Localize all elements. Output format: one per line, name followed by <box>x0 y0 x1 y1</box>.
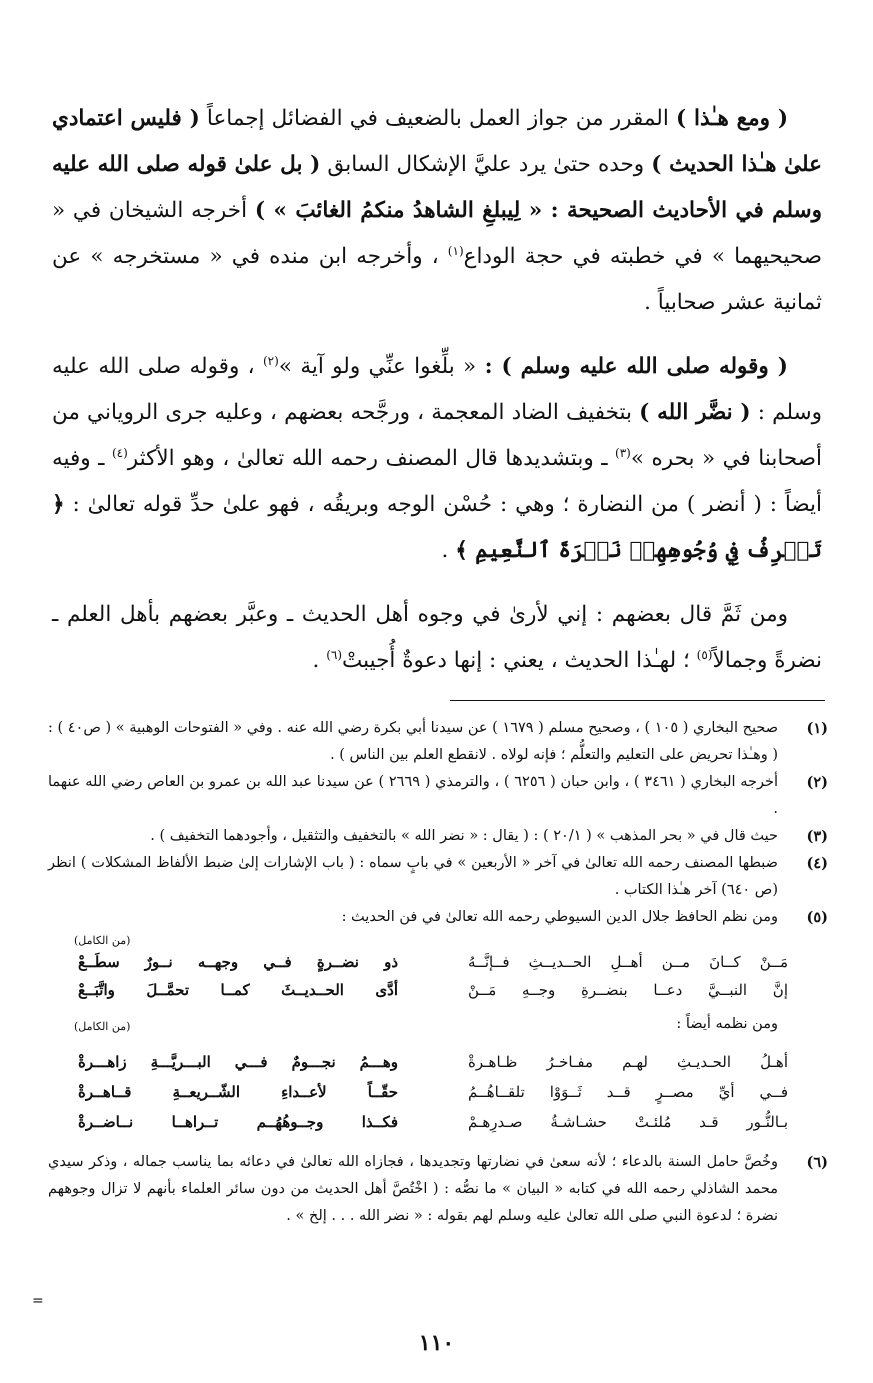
bold-phrase: ( ومع هـٰذا ) <box>676 106 788 131</box>
text-run: « بلِّغوا عنِّي ولو آية » <box>278 354 485 379</box>
footnote-ref-4[interactable]: (٤) <box>111 445 128 460</box>
footnote-ref-1[interactable]: (١) <box>447 243 464 258</box>
footnote-text: حيث قال في « بحر المذهب » ( ٢٠/١ ) : ( يقال : « نضر الله » بالتخفيف والتثقيل ، وأجودهما التخفيف ) . <box>150 828 778 844</box>
footnote-1 <box>48 715 828 769</box>
verse-hemistich: حقّــاً لأعــداءِ الشّــريعــةِ قــاهــرةْ <box>78 1083 398 1101</box>
bold-phrase: ( بل علىٰ قوله صلى الله عليه وسلم في الأحاديث الصحيحة : « لِيبلغِ الشاهدُ منكمُ الغائبَ » ) <box>52 152 822 223</box>
text-run: . <box>312 648 327 673</box>
poem-intro: ومن نظمه أيضاً : <box>676 1016 778 1032</box>
main-text <box>52 96 822 702</box>
text-run: ؛ لهـٰذا الحديث ، يعني : إنها دعوةٌ أُجيبتْ <box>342 648 697 673</box>
footnote-3 <box>48 823 828 850</box>
footnote-text: ضبطها المصنف رحمه الله تعالىٰ في آخر « الأربعين » في بابٍ سماه : ( باب الإشارات إلىٰ ضبط الألفاظ المشكلات ) انظر (ص ٦٤٠) آخر هـٰذا الكتاب . <box>48 855 778 898</box>
text-run: ـ وفيه أيضاً : ( أنضر ) من النضارة ؛ وهي : حُسْن الوجه وبريقُه ، فهو علىٰ حدِّ قوله تعالىٰ : <box>52 446 822 517</box>
footnotes <box>48 715 828 1230</box>
text-run: ومن ثَمَّ قال بعضهم : إني لأرىٰ في وجوه أهل الحديث ـ وعبَّر بعضهم بأهل العلم ـ نضرةً وجمالاً <box>52 602 822 673</box>
meter-label: (من الكامل) <box>74 934 131 947</box>
verse-hemistich: ذو نضــرةٍ فــي وجهــه نــورٌ سطَــعْ <box>78 953 398 971</box>
footnote-number: (٤) <box>806 855 828 872</box>
verse-hemistich: فــي أيِّ مصــرٍ قــد ثَــوَوْا تلقــاهُــمُ <box>468 1083 788 1101</box>
text-run: ، وأخرجه ابن منده في « مستخرجه » عن ثمانية عشر صحابياً . <box>52 244 822 315</box>
bold-phrase: ( فليس اعتمادي علىٰ هـٰذا الحديث ) <box>52 106 823 177</box>
paragraph-2 <box>52 344 822 574</box>
footnote-text: أخرجه البخاري ( ٣٤٦١ ) ، وابن حبان ( ٦٢٥٦ ) ، والترمذي ( ٢٦٦٩ ) عن سيدنا عبد الله بن عمرو بن العاص رضي الله عنهما . <box>48 774 778 817</box>
verse-hemistich: إنَّ النبــيَّ دعــا بنضــرةِ وجــهِ مَــنْ <box>468 981 788 999</box>
footnote-5 <box>48 904 828 931</box>
paragraph-1 <box>52 96 822 326</box>
verse-hemistich: وهـــمُ نجـــومٌ فـــي البـــريَّـــةِ زاهـــرةْ <box>78 1053 398 1071</box>
text-run: بتخفيف الضاد المعجمة ، ورجَّحه بعضهم ، وعليه جرى الروياني من أصحابنا في « بحره » <box>52 400 822 471</box>
poem-1 <box>48 933 828 1005</box>
paragraph-3 <box>52 592 822 684</box>
footnote-ref-3[interactable]: (٣) <box>615 445 631 460</box>
footnote-4 <box>48 850 828 904</box>
verse-hemistich: أدَّى الحــديــثَ كمــا تحمَّــلَ واتَّبَــعْ <box>78 981 398 999</box>
footnote-number: (٣) <box>806 828 828 845</box>
verse-hemistich: أهـلُ الحـديـثِ لهـم مفـاخـرُ ظـاهـرةْ <box>468 1053 788 1071</box>
footnote-number: (٦) <box>806 1154 828 1171</box>
text-run: ، وقوله صلى الله عليه وسلم : <box>52 354 822 425</box>
text-run: أخرجه الشيخان في « صحيحيهما » في خطبته في حجة الوداع <box>52 198 822 269</box>
footnote-ref-2[interactable]: (٢) <box>262 353 279 368</box>
meter-label: (من الكامل) <box>74 1020 131 1033</box>
bold-phrase: ( نضَّر الله ) <box>639 400 751 425</box>
verse-hemistich: فكــذا وجــوهُهُــم تــراهــا نــاضــرةْ <box>78 1113 398 1131</box>
footnote-text: صحيح البخاري ( ١٠٥ ) ، وصحيح مسلم ( ١٦٧٩ ) عن سيدنا أبي بكرة رضي الله عنه . وفي « الفتوحات الوهبية » ( ص٤٠ ) : ( وهـٰذا تحريض على التعليم والتعلُّم ؛ فإنه لولاه . لانقطع العلم بين الناس ) . <box>48 720 779 763</box>
text-run: ـ وبتشديدها قال المصنف رحمه الله تعالىٰ ، وهو الأكثر <box>127 446 616 471</box>
quran-quote: ﴿ تَعۡرِفُ فِي وُجُوهِهِمۡ نَضۡرَةَ ٱلنَّعِيمِ ﴾ <box>52 492 822 563</box>
verse-hemistich: مَــنْ كــانَ مــن أهــلِ الحــديــثِ فــإنَّــهُ <box>468 953 788 971</box>
footnote-6 <box>48 1149 828 1230</box>
footnote-ref-5[interactable]: (٥) <box>696 647 713 662</box>
footnote-number: (١) <box>806 720 828 737</box>
footnote-text: وخُصَّ حامل السنة بالدعاء ؛ لأنه سعىٰ في نضارتها وتجديدها ، فجازاه الله تعالىٰ في دعائه بما يناسب جماله ، وذكر سيدي محمد الشاذلي رحمه الله في كتابه « البيان » ما نصُّه : ( اخْتُصَّ أهل الحديث من دون سائر العلماء بأنهم لا تزال وجوههم نضرة ؛ لدعوة النبي صلى الله تعالىٰ عليه وسلم لهم بقوله : « نضر الله . . . إلخ » . <box>48 1154 778 1224</box>
footnote-number: (٢) <box>806 774 828 791</box>
continuation-mark: = <box>32 1293 44 1309</box>
verse-hemistich: بـالنُّـور قـد مُلئـتْ حشـاشـةُ صـدرِهـمْ <box>468 1113 788 1131</box>
text-run: المقرر من جواز العمل بالضعيف في الفضائل إجماعاً <box>199 106 676 131</box>
text-run: . <box>441 538 456 563</box>
footnote-separator <box>450 700 825 701</box>
footnote-text: ومن نظم الحافظ جلال الدين السيوطي رحمه الله تعالىٰ في فن الحديث : <box>341 909 778 925</box>
page-number: ١١٠ <box>418 1330 455 1356</box>
text-run: وحده حتىٰ يرد عليَّ الإشكال السابق <box>320 152 652 177</box>
footnote-2 <box>48 769 828 823</box>
bold-phrase: ( وقوله صلى الله عليه وسلم ) : <box>484 354 788 379</box>
footnote-number: (٥) <box>806 909 828 926</box>
footnote-ref-6[interactable]: (٦) <box>326 647 343 662</box>
